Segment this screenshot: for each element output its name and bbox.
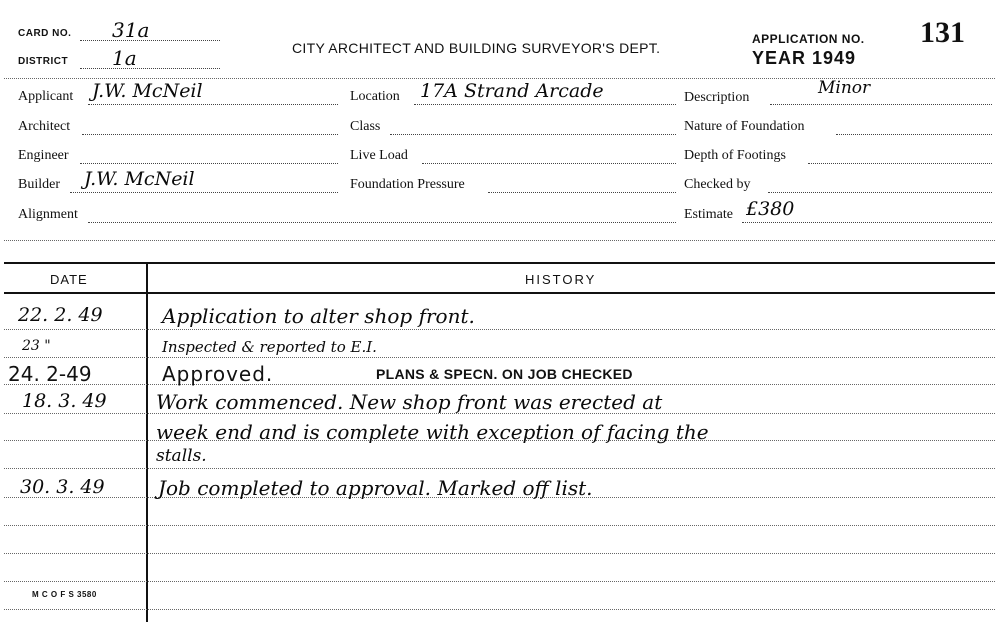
description-label: Description (684, 90, 750, 105)
location-label: Location (350, 89, 400, 104)
alignment-label: Alignment (18, 207, 78, 222)
estimate-label: Estimate (684, 207, 733, 222)
date-column-header: DATE (50, 272, 88, 287)
location-value: 17A Strand Arcade (420, 80, 604, 102)
entry-date: 18. 3. 49 (22, 390, 107, 412)
dept-title: CITY ARCHITECT AND BUILDING SURVEYOR'S DEPT. (292, 40, 661, 56)
description-value: Minor (818, 78, 871, 98)
applicant-value: J.W. McNeil (92, 80, 203, 102)
application-label: APPLICATION NO. (752, 32, 865, 46)
applicant-label: Applicant (18, 89, 74, 104)
entry-date: 23 " (22, 338, 51, 354)
class-label: Class (350, 119, 381, 134)
form-code: M C O F S 3580 (32, 590, 97, 599)
card-no-value: 31a (112, 18, 150, 42)
live-load-label: Live Load (350, 148, 408, 163)
nature-of-foundation-label: Nature of Foundation (684, 119, 805, 134)
estimate-value: £380 (746, 198, 795, 220)
engineer-label: Engineer (18, 148, 69, 163)
depth-of-footings-label: Depth of Footings (684, 148, 786, 163)
builder-value: J.W. McNeil (84, 168, 195, 190)
district-label: DISTRICT (18, 56, 69, 67)
entry-text: Work commenced. New shop front was erected at (156, 390, 663, 414)
entry-text: Approved. (162, 362, 274, 386)
application-number: 131 (920, 16, 965, 49)
checked-by-label: Checked by (684, 177, 751, 192)
entry-text: week end and is complete with exception of facing the (156, 420, 709, 444)
district-value: 1a (112, 46, 137, 70)
entry-date: 22. 2. 49 (18, 304, 103, 326)
entry-text: Application to alter shop front. (162, 304, 475, 328)
entry-date: 24. 2-49 (8, 362, 92, 386)
foundation-pressure-label: Foundation Pressure (350, 177, 465, 192)
entry-date: 30. 3. 49 (20, 476, 105, 498)
architect-label: Architect (18, 119, 71, 134)
card-no-label: CARD NO. (18, 28, 72, 39)
entry-text: Inspected & reported to E.I. (162, 338, 377, 356)
builder-label: Builder (18, 177, 60, 192)
year-label: YEAR 1949 (752, 48, 857, 68)
entry-text: Job completed to approval. Marked off list. (158, 476, 593, 500)
entry-typed-note: PLANS & SPECN. ON JOB CHECKED (376, 366, 633, 382)
history-column-header: HISTORY (525, 272, 597, 287)
entry-text: stalls. (156, 446, 207, 466)
